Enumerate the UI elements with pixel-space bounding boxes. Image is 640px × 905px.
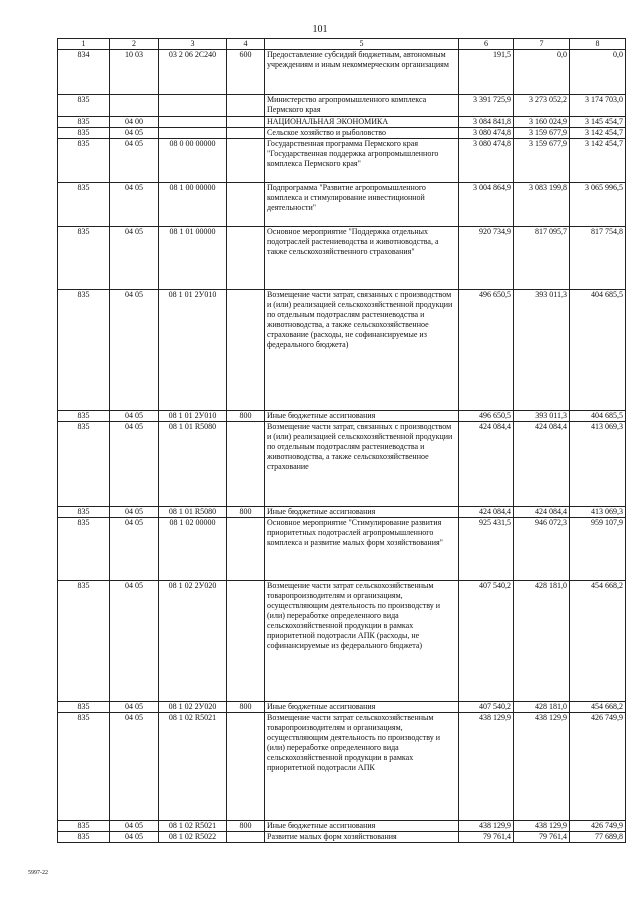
cell-type: 800 (227, 821, 265, 832)
cell-target: 08 1 01 R5080 (159, 507, 227, 518)
cell-section: 04 05 (110, 411, 159, 422)
table-row (58, 139, 626, 183)
cell-type: 800 (227, 507, 265, 518)
cell-v3: 454 668,2 (570, 702, 626, 713)
cell-v2: 3 160 024,9 (514, 117, 570, 128)
cell-v2: 428 181,0 (514, 702, 570, 713)
cell-target: 08 1 02 00000 (159, 518, 227, 581)
cell-org: 835 (58, 821, 110, 832)
col-header-1: 1 (58, 39, 110, 50)
cell-v2: 3 083 199,8 (514, 183, 570, 227)
table-row (58, 821, 626, 832)
cell-v3: 3 142 454,7 (570, 139, 626, 183)
cell-v2: 3 273 052,2 (514, 95, 570, 117)
table-row (58, 507, 626, 518)
cell-v1: 424 084,4 (459, 507, 514, 518)
cell-section: 04 05 (110, 290, 159, 411)
cell-org: 835 (58, 290, 110, 411)
cell-v1: 925 431,5 (459, 518, 514, 581)
cell-v2: 393 011,3 (514, 411, 570, 422)
cell-type (227, 832, 265, 843)
cell-type: 800 (227, 702, 265, 713)
table-row (58, 227, 626, 290)
cell-org: 835 (58, 95, 110, 117)
cell-org: 834 (58, 50, 110, 95)
cell-desc: Возмещение части затрат, связанных с производством и (или) реализацией сельскохозяйственной продукции по отдельным подотраслям растениеводства и животноводства, а также сельскохозяйственное страхование (265, 422, 459, 507)
cell-desc: Возмещение части затрат, связанных с производством и (или) реализацией сельскохозяйственной продукции по отдельным подотраслям растениеводства и животноводства, а также сельскохозяйственное страхование (расходы, не софинансируемые из федерального бюджета) (265, 290, 459, 411)
cell-desc: Основное мероприятие "Стимулирование развития приоритетных подотраслей агропромышленного комплекса и развитие малых форм хозяйствования" (265, 518, 459, 581)
col-header-4: 4 (227, 39, 265, 50)
cell-v1: 438 129,9 (459, 821, 514, 832)
cell-target (159, 95, 227, 117)
cell-type: 800 (227, 411, 265, 422)
header-row (58, 39, 626, 50)
table-row (58, 411, 626, 422)
cell-v1: 3 391 725,9 (459, 95, 514, 117)
cell-desc: Возмещение части затрат сельскохозяйственным товаропроизводителям и организациям, осуществляющим деятельность по производству и (или) переработке определенного вида сельскохозяйственной продукции в рамках приоритетной подотрасли АПК (265, 713, 459, 821)
cell-v3: 413 069,3 (570, 507, 626, 518)
cell-v3: 404 685,5 (570, 290, 626, 411)
cell-v2: 817 095,7 (514, 227, 570, 290)
cell-org: 835 (58, 713, 110, 821)
cell-v1: 496 650,5 (459, 411, 514, 422)
cell-v1: 424 084,4 (459, 422, 514, 507)
cell-type (227, 139, 265, 183)
cell-v3: 404 685,5 (570, 411, 626, 422)
cell-type: 600 (227, 50, 265, 95)
cell-v2: 3 159 677,9 (514, 139, 570, 183)
table-row (58, 50, 626, 95)
cell-type (227, 290, 265, 411)
cell-desc: Развитие малых форм хозяйствования (265, 832, 459, 843)
cell-v3: 426 749,9 (570, 821, 626, 832)
table-row (58, 128, 626, 139)
cell-target: 08 1 01 00000 (159, 227, 227, 290)
cell-v1: 79 761,4 (459, 832, 514, 843)
cell-target: 08 1 02 R5022 (159, 832, 227, 843)
cell-v2: 393 011,3 (514, 290, 570, 411)
cell-section: 04 05 (110, 702, 159, 713)
cell-v3: 413 069,3 (570, 422, 626, 507)
col-header-8: 8 (570, 39, 626, 50)
cell-desc: Государственная программа Пермского края "Государственная поддержка агропромышленного комплекса Пермского края" (265, 139, 459, 183)
cell-v3: 3 174 703,0 (570, 95, 626, 117)
table-row (58, 581, 626, 702)
cell-target: 08 1 02 R5021 (159, 821, 227, 832)
cell-v3: 959 107,9 (570, 518, 626, 581)
cell-section: 04 05 (110, 183, 159, 227)
cell-v2: 3 159 677,9 (514, 128, 570, 139)
cell-v2: 79 761,4 (514, 832, 570, 843)
cell-type (227, 227, 265, 290)
cell-target: 08 1 02 2У020 (159, 702, 227, 713)
cell-desc: Иные бюджетные ассигнования (265, 702, 459, 713)
cell-desc: Предоставление субсидий бюджетным, автономным учреждениям и иным некоммерческим организациям (265, 50, 459, 95)
cell-section: 04 05 (110, 227, 159, 290)
cell-v2: 0,0 (514, 50, 570, 95)
footer-code: 5997-22 (28, 870, 48, 876)
cell-section: 04 05 (110, 581, 159, 702)
cell-v2: 946 072,3 (514, 518, 570, 581)
cell-target: 08 1 01 R5080 (159, 422, 227, 507)
cell-section: 04 00 (110, 117, 159, 128)
cell-desc: Министерство агропромышленного комплекса Пермского края (265, 95, 459, 117)
cell-target: 08 1 02 R5021 (159, 713, 227, 821)
cell-org: 835 (58, 117, 110, 128)
table-body (58, 50, 626, 843)
cell-section: 04 05 (110, 139, 159, 183)
cell-target: 08 1 02 2У020 (159, 581, 227, 702)
table-row (58, 518, 626, 581)
cell-v1: 3 080 474,8 (459, 139, 514, 183)
cell-section: 04 05 (110, 128, 159, 139)
cell-target: 03 2 06 2С240 (159, 50, 227, 95)
cell-v1: 920 734,9 (459, 227, 514, 290)
cell-desc: НАЦИОНАЛЬНАЯ ЭКОНОМИКА (265, 117, 459, 128)
cell-v3: 3 145 454,7 (570, 117, 626, 128)
cell-section: 10 03 (110, 50, 159, 95)
table-row (58, 183, 626, 227)
cell-section: 04 05 (110, 821, 159, 832)
cell-section: 04 05 (110, 713, 159, 821)
table-row (58, 713, 626, 821)
cell-section (110, 95, 159, 117)
col-header-6: 6 (459, 39, 514, 50)
cell-target (159, 117, 227, 128)
cell-v2: 424 084,4 (514, 422, 570, 507)
cell-v3: 0,0 (570, 50, 626, 95)
cell-desc: Основное мероприятие "Поддержка отдельных подотраслей растениеводства и животноводства, а также сельскохозяйственного страхования" (265, 227, 459, 290)
cell-org: 835 (58, 507, 110, 518)
cell-v3: 817 754,8 (570, 227, 626, 290)
budget-table (57, 38, 626, 843)
cell-desc: Иные бюджетные ассигнования (265, 411, 459, 422)
cell-v3: 426 749,9 (570, 713, 626, 821)
cell-type (227, 183, 265, 227)
cell-type (227, 581, 265, 702)
table-row (58, 422, 626, 507)
table-row (58, 290, 626, 411)
cell-target (159, 128, 227, 139)
cell-type (227, 518, 265, 581)
cell-v3: 454 668,2 (570, 581, 626, 702)
cell-org: 835 (58, 832, 110, 843)
cell-target: 08 0 00 00000 (159, 139, 227, 183)
cell-v2: 438 129,9 (514, 713, 570, 821)
cell-v1: 496 650,5 (459, 290, 514, 411)
table-row (58, 832, 626, 843)
cell-section: 04 05 (110, 422, 159, 507)
table-row (58, 95, 626, 117)
cell-desc: Иные бюджетные ассигнования (265, 507, 459, 518)
table-row (58, 702, 626, 713)
cell-v2: 424 084,4 (514, 507, 570, 518)
page-number: 101 (312, 24, 328, 35)
cell-v1: 407 540,2 (459, 581, 514, 702)
cell-target: 08 1 00 00000 (159, 183, 227, 227)
cell-type (227, 422, 265, 507)
cell-v3: 77 689,8 (570, 832, 626, 843)
cell-target: 08 1 01 2У010 (159, 411, 227, 422)
cell-desc: Сельское хозяйство и рыболовство (265, 128, 459, 139)
cell-type (227, 128, 265, 139)
cell-v3: 3 142 454,7 (570, 128, 626, 139)
col-header-7: 7 (514, 39, 570, 50)
cell-section: 04 05 (110, 518, 159, 581)
cell-v3: 3 065 996,5 (570, 183, 626, 227)
col-header-2: 2 (110, 39, 159, 50)
cell-desc: Иные бюджетные ассигнования (265, 821, 459, 832)
cell-v1: 407 540,2 (459, 702, 514, 713)
cell-org: 835 (58, 702, 110, 713)
cell-v1: 191,5 (459, 50, 514, 95)
cell-org: 835 (58, 581, 110, 702)
cell-org: 835 (58, 128, 110, 139)
cell-type (227, 117, 265, 128)
cell-org: 835 (58, 183, 110, 227)
cell-section: 04 05 (110, 507, 159, 518)
col-header-5: 5 (265, 39, 459, 50)
cell-v1: 3 004 864,9 (459, 183, 514, 227)
table-row (58, 117, 626, 128)
cell-section: 04 05 (110, 832, 159, 843)
cell-org: 835 (58, 227, 110, 290)
cell-org: 835 (58, 518, 110, 581)
cell-org: 835 (58, 422, 110, 507)
cell-desc: Возмещение части затрат сельскохозяйственным товаропроизводителям и организациям, осуществляющим деятельность по производству и (или) переработке определенного вида сельскохозяйственной продукции в рамках приоритетной подотрасли АПК (расходы, не софинансируемые из федерального бюджета) (265, 581, 459, 702)
cell-v2: 438 129,9 (514, 821, 570, 832)
cell-type (227, 713, 265, 821)
cell-desc: Подпрограмма "Развитие агропромышленного комплекса и стимулирование инвестиционной деятельности" (265, 183, 459, 227)
cell-type (227, 95, 265, 117)
cell-org: 835 (58, 411, 110, 422)
cell-target: 08 1 01 2У010 (159, 290, 227, 411)
col-header-3: 3 (159, 39, 227, 50)
cell-v1: 438 129,9 (459, 713, 514, 821)
cell-org: 835 (58, 139, 110, 183)
cell-v1: 3 084 841,8 (459, 117, 514, 128)
cell-v1: 3 080 474,8 (459, 128, 514, 139)
cell-v2: 428 181,0 (514, 581, 570, 702)
